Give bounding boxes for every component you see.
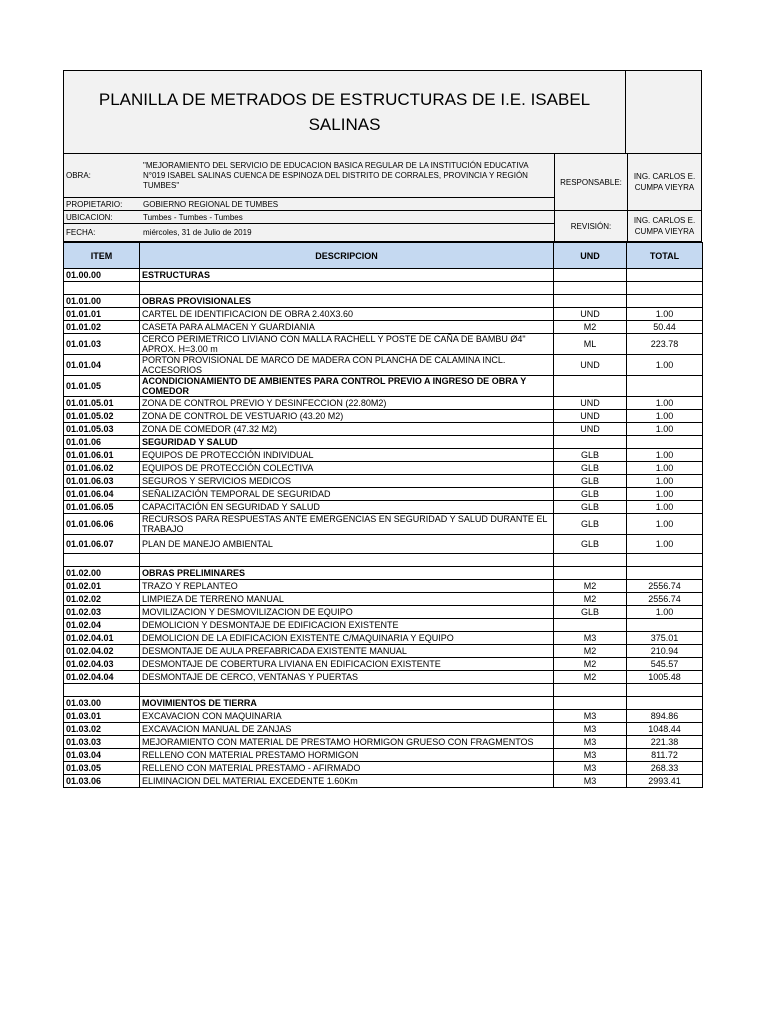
total-cell — [627, 619, 703, 632]
description-cell — [140, 554, 554, 567]
table-row — [64, 775, 703, 788]
table-row — [64, 619, 703, 632]
table-row — [64, 449, 703, 462]
item-cell: 01.01.06.06 — [64, 514, 140, 535]
total-cell: 1.00 — [627, 410, 703, 423]
description-cell: ZONA DE COMEDOR (47.32 M2) — [140, 423, 554, 436]
item-cell: 01.01.06.03 — [64, 475, 140, 488]
table-row — [64, 593, 703, 606]
item-cell: 01.00.00 — [64, 269, 140, 282]
total-cell: 210.94 — [627, 645, 703, 658]
total-cell — [627, 567, 703, 580]
unit-cell: UND — [554, 423, 627, 436]
description-cell: LIMPIEZA DE TERRENO MANUAL — [140, 593, 554, 606]
item-cell: 01.01.05.01 — [64, 397, 140, 410]
description-cell: MOVILIZACION Y DESMOVILIZACION DE EQUIPO — [140, 606, 554, 619]
total-cell: 1.00 — [627, 423, 703, 436]
total-cell: 223.78 — [627, 334, 703, 355]
item-cell: 01.02.04.04 — [64, 671, 140, 684]
description-cell: ZONA DE CONTROL PREVIO Y DESINFECCION (22.80M2) — [140, 397, 554, 410]
unit-cell — [554, 269, 627, 282]
description-cell — [140, 282, 554, 295]
unit-cell — [554, 554, 627, 567]
table-row — [64, 567, 703, 580]
description-cell: DEMOLICION Y DESMONTAJE DE EDIFICACION EXISTENTE — [140, 619, 554, 632]
unit-cell: M2 — [554, 593, 627, 606]
description-cell: SEGUROS Y SERVICIOS MEDICOS — [140, 475, 554, 488]
description-cell — [140, 684, 554, 697]
table-row — [64, 645, 703, 658]
total-cell — [627, 554, 703, 567]
description-cell: ESTRUCTURAS — [140, 269, 554, 282]
table-row — [64, 501, 703, 514]
description-cell: RELLENO CON MATERIAL PRESTAMO HORMIGON — [140, 749, 554, 762]
unit-cell: GLB — [554, 606, 627, 619]
description-cell: EQUIPOS DE PROTECCIÓN INDIVIDUAL — [140, 449, 554, 462]
unit-cell: M3 — [554, 736, 627, 749]
table-body — [64, 269, 703, 788]
total-cell: 1.00 — [627, 535, 703, 554]
item-cell: 01.03.05 — [64, 762, 140, 775]
table-row — [64, 282, 703, 295]
total-cell: 1.00 — [627, 449, 703, 462]
col-item-header: ITEM — [64, 243, 140, 269]
unit-cell: UND — [554, 397, 627, 410]
total-cell — [627, 282, 703, 295]
unit-cell: GLB — [554, 535, 627, 554]
obra-label: OBRA: — [64, 154, 140, 198]
total-cell: 811.72 — [627, 749, 703, 762]
description-cell: PORTON PROVISIONAL DE MARCO DE MADERA CON PLANCHA DE CALAMINA INCL. ACCESORIOS — [140, 355, 554, 376]
total-cell — [627, 684, 703, 697]
table-row — [64, 410, 703, 423]
total-cell: 50.44 — [627, 321, 703, 334]
unit-cell: M3 — [554, 710, 627, 723]
description-cell: PLAN DE MANEJO AMBIENTAL — [140, 535, 554, 554]
item-cell: 01.01.03 — [64, 334, 140, 355]
description-cell: EXCAVACION CON MAQUINARIA — [140, 710, 554, 723]
fecha-value: miércoles, 31 de Julio de 2019 — [143, 228, 252, 237]
item-cell: 01.03.02 — [64, 723, 140, 736]
metrados-sheet — [63, 70, 702, 788]
table-row — [64, 697, 703, 710]
item-cell: 01.01.06.05 — [64, 501, 140, 514]
table-row — [64, 762, 703, 775]
item-cell: 01.02.00 — [64, 567, 140, 580]
item-cell: 01.03.04 — [64, 749, 140, 762]
table-row — [64, 554, 703, 567]
table-row — [64, 749, 703, 762]
unit-cell: ML — [554, 334, 627, 355]
total-cell — [627, 295, 703, 308]
total-cell: 545.57 — [627, 658, 703, 671]
total-cell: 1.00 — [627, 355, 703, 376]
unit-cell: GLB — [554, 488, 627, 501]
responsable-label: RESPONSABLE: — [554, 154, 627, 211]
unit-cell: M3 — [554, 723, 627, 736]
table-row — [64, 321, 703, 334]
revision-value: ING. CARLOS E. CUMPA VIEYRA — [627, 211, 701, 241]
description-cell: EXCAVACION MANUAL DE ZANJAS — [140, 723, 554, 736]
description-cell: ACONDICIONAMIENTO DE AMBIENTES PARA CONTROL PREVIO A INGRESO DE OBRA Y COMEDOR — [140, 376, 554, 397]
unit-cell: M2 — [554, 321, 627, 334]
item-cell: 01.01.06.01 — [64, 449, 140, 462]
unit-cell: GLB — [554, 514, 627, 535]
description-cell: OBRAS PRELIMINARES — [140, 567, 554, 580]
fecha-label: FECHA: — [66, 228, 96, 237]
table-row — [64, 423, 703, 436]
unit-cell: M3 — [554, 762, 627, 775]
unit-cell: UND — [554, 355, 627, 376]
table-row — [64, 684, 703, 697]
unit-cell: GLB — [554, 501, 627, 514]
title-box — [63, 70, 702, 154]
unit-cell: UND — [554, 410, 627, 423]
ubicacion-label: UBICACION: — [64, 211, 140, 224]
item-cell: 01.01.00 — [64, 295, 140, 308]
total-cell: 1.00 — [627, 501, 703, 514]
table-row — [64, 488, 703, 501]
unit-cell — [554, 619, 627, 632]
item-cell: 01.01.06.02 — [64, 462, 140, 475]
total-cell — [627, 697, 703, 710]
page-title: PLANILLA DE METRADOS DE ESTRUCTURAS DE I.E. ISABEL SALINAS — [64, 71, 626, 153]
table-row — [64, 475, 703, 488]
description-cell: CASETA PARA ALMACEN Y GUARDIANIA — [140, 321, 554, 334]
item-cell: 01.01.06.04 — [64, 488, 140, 501]
item-cell — [64, 282, 140, 295]
item-cell: 01.02.03 — [64, 606, 140, 619]
total-cell: 894.86 — [627, 710, 703, 723]
metrados-table — [63, 242, 703, 788]
description-cell: MEJORAMIENTO CON MATERIAL DE PRESTAMO HORMIGON GRUESO CON FRAGMENTOS — [140, 736, 554, 749]
total-cell: 1.00 — [627, 475, 703, 488]
unit-cell: GLB — [554, 449, 627, 462]
item-cell: 01.02.04.03 — [64, 658, 140, 671]
table-row — [64, 376, 703, 397]
total-cell: 1.00 — [627, 308, 703, 321]
description-cell: TRAZO Y REPLANTEO — [140, 580, 554, 593]
revision-label: REVISIÓN: — [554, 211, 627, 241]
item-cell: 01.03.03 — [64, 736, 140, 749]
item-cell: 01.02.04 — [64, 619, 140, 632]
ubicacion-value: Tumbes - Tumbes - Tumbes — [140, 211, 554, 224]
propietario-label: PROPIETARIO: — [64, 198, 140, 211]
unit-cell — [554, 295, 627, 308]
total-cell: 1048.44 — [627, 723, 703, 736]
table-row — [64, 295, 703, 308]
description-cell: DESMONTAJE DE COBERTURA LIVIANA EN EDIFICACION EXISTENTE — [140, 658, 554, 671]
project-info — [63, 154, 702, 242]
unit-cell: GLB — [554, 462, 627, 475]
table-row — [64, 269, 703, 282]
total-cell: 1.00 — [627, 606, 703, 619]
item-cell: 01.01.05.02 — [64, 410, 140, 423]
item-cell: 01.02.04.01 — [64, 632, 140, 645]
unit-cell — [554, 697, 627, 710]
table-row — [64, 658, 703, 671]
total-cell: 1.00 — [627, 514, 703, 535]
item-cell: 01.02.02 — [64, 593, 140, 606]
unit-cell — [554, 376, 627, 397]
table-row — [64, 580, 703, 593]
unit-cell: M2 — [554, 671, 627, 684]
item-cell: 01.03.06 — [64, 775, 140, 788]
description-cell: DESMONTAJE DE CERCO, VENTANAS Y PUERTAS — [140, 671, 554, 684]
col-und-header: UND — [554, 243, 627, 269]
total-cell: 2556.74 — [627, 580, 703, 593]
table-row — [64, 710, 703, 723]
total-cell — [627, 269, 703, 282]
total-cell — [627, 436, 703, 449]
col-descripcion-header: DESCRIPCION — [140, 243, 554, 269]
item-cell: 01.01.02 — [64, 321, 140, 334]
description-cell: RELLENO CON MATERIAL PRESTAMO - AFIRMADO — [140, 762, 554, 775]
table-row — [64, 514, 703, 535]
total-cell: 375.01 — [627, 632, 703, 645]
item-cell — [64, 684, 140, 697]
table-row — [64, 606, 703, 619]
table-row — [64, 462, 703, 475]
total-cell: 268.33 — [627, 762, 703, 775]
unit-cell: M2 — [554, 645, 627, 658]
table-row — [64, 355, 703, 376]
unit-cell: M2 — [554, 658, 627, 671]
description-cell: CAPACITACIÓN EN SEGURIDAD Y SALUD — [140, 501, 554, 514]
description-cell: SEÑALIZACIÓN TEMPORAL DE SEGURIDAD — [140, 488, 554, 501]
total-cell: 2556.74 — [627, 593, 703, 606]
description-cell: CARTEL DE IDENTIFICACION DE OBRA 2.40X3.60 — [140, 308, 554, 321]
description-cell: CERCO PERIMETRICO LIVIANO CON MALLA RACHELL Y POSTE DE CAÑA DE BAMBU Ø4" APROX. H=3.00 m — [140, 334, 554, 355]
propietario-value: GOBIERNO REGIONAL DE TUMBES — [140, 198, 554, 211]
item-cell: 01.02.04.02 — [64, 645, 140, 658]
title-side-cell — [626, 71, 701, 153]
table-row — [64, 632, 703, 645]
unit-cell — [554, 436, 627, 449]
unit-cell: M2 — [554, 580, 627, 593]
item-cell: 01.01.04 — [64, 355, 140, 376]
unit-cell: M3 — [554, 632, 627, 645]
total-cell: 1.00 — [627, 462, 703, 475]
total-cell: 1005.48 — [627, 671, 703, 684]
table-row — [64, 535, 703, 554]
table-row — [64, 397, 703, 410]
description-cell: ELIMINACION DEL MATERIAL EXCEDENTE 1.60Km — [140, 775, 554, 788]
item-cell: 01.01.05 — [64, 376, 140, 397]
item-cell: 01.03.01 — [64, 710, 140, 723]
description-cell: ZONA DE CONTROL DE VESTUARIO (43.20 M2) — [140, 410, 554, 423]
item-cell: 01.03.00 — [64, 697, 140, 710]
item-cell: 01.01.05.03 — [64, 423, 140, 436]
item-cell: 01.01.01 — [64, 308, 140, 321]
description-cell: RECURSOS PARA RESPUESTAS ANTE EMERGENCIAS EN SEGURIDAD Y SALUD DURANTE EL TRABAJO — [140, 514, 554, 535]
unit-cell — [554, 282, 627, 295]
table-row — [64, 671, 703, 684]
unit-cell: UND — [554, 308, 627, 321]
table-row — [64, 334, 703, 355]
description-cell: EQUIPOS DE PROTECCIÓN COLECTIVA — [140, 462, 554, 475]
item-cell — [64, 554, 140, 567]
description-cell: DESMONTAJE DE AULA PREFABRICADA EXISTENTE MANUAL — [140, 645, 554, 658]
description-cell: SEGURIDAD Y SALUD — [140, 436, 554, 449]
item-cell: 01.01.06 — [64, 436, 140, 449]
table-row — [64, 723, 703, 736]
total-cell: 1.00 — [627, 397, 703, 410]
responsable-value: ING. CARLOS E. CUMPA VIEYRA — [627, 154, 701, 211]
table-row — [64, 436, 703, 449]
item-cell: 01.02.01 — [64, 580, 140, 593]
total-cell — [627, 376, 703, 397]
description-cell: DEMOLICION DE LA EDIFICACION EXISTENTE C/MAQUINARIA Y EQUIPO — [140, 632, 554, 645]
obra-value: "MEJORAMIENTO DEL SERVICIO DE EDUCACION BASICA REGULAR DE LA INSTITUCIÓN EDUCATIVA N°019 ISABEL SALINAS CUENCA DE ESPINOZA DEL DISTRITO DE CORRALES, PROVINCIA Y REGIÓN TUMBES" — [140, 154, 554, 198]
table-row — [64, 736, 703, 749]
total-cell: 2993.41 — [627, 775, 703, 788]
unit-cell: M3 — [554, 775, 627, 788]
table-row — [64, 308, 703, 321]
unit-cell: M3 — [554, 749, 627, 762]
total-cell: 1.00 — [627, 488, 703, 501]
col-total-header: TOTAL — [627, 243, 703, 269]
total-cell: 221.38 — [627, 736, 703, 749]
unit-cell — [554, 684, 627, 697]
unit-cell: GLB — [554, 475, 627, 488]
description-cell: MOVIMIENTOS DE TIERRA — [140, 697, 554, 710]
unit-cell — [554, 567, 627, 580]
description-cell: OBRAS PROVISIONALES — [140, 295, 554, 308]
item-cell: 01.01.06.07 — [64, 535, 140, 554]
table-header — [64, 243, 703, 269]
